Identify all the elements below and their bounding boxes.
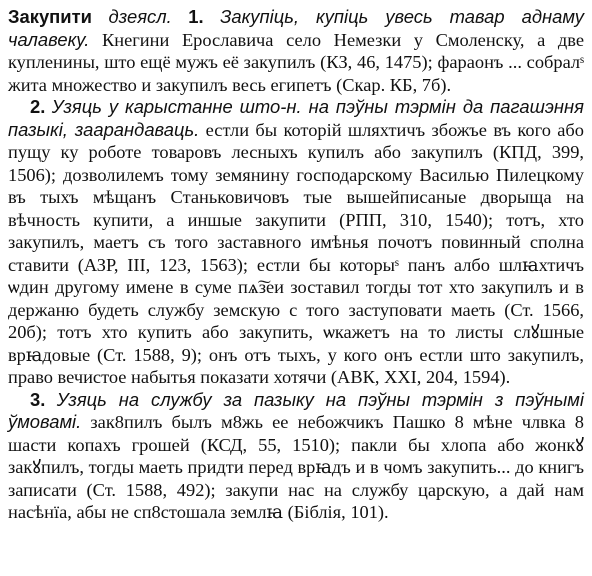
dictionary-sense xyxy=(8,96,584,389)
sense-number: 1. xyxy=(188,6,204,27)
sense-number: 3. xyxy=(30,388,46,410)
sense-definition: Узяць у карыстанне што-н. на пэўны тэрмін да пагашэння пазыкі, заарандаваць. xyxy=(8,96,584,140)
entry-headword: Закупити xyxy=(8,6,92,27)
sense-definition: Узяць на службу за пазыку на пэўны тэрмін з пэўнымі ўмовамі. xyxy=(8,388,584,432)
dictionary-sense xyxy=(8,389,584,524)
sense-citations: Кнегини Ерославича село Немезки у Смоленску, а две купленины, што ещё мужъ её закупилъ (КЗ, 46, 1475); фараонъ ... собралˢ жита множество и закупилъ весь египетъ (Скар. КБ, 7б). xyxy=(8,29,584,95)
sense-definition: Закупіць, купіць увесь тавар аднаму чалавеку. xyxy=(8,6,585,50)
sense-citations: естли бы которій шляхтичъ збожъе въ кого або пущу ку роботе товаровъ лесныхъ купилъ або закупилъ (КПД, 399, 1506); дозволилемъ тому земянину господарскому Василью Пилецкому въ тыхъ мѣщанъ Станьковичовъ тые вышейписаные дворыща на вѣчность купити, а иншые закупити (РПП, 310, 1540); тотъ, хто закупилъ, маетъ съ того заставного имѣнья почотъ повинный сполна ставити (АЗР, III, 123, 1563); естли бы которыˢ панъ албо шлꙗхтичъ ѡдин другому имене в суме пѧ͠зеи зоставил тогды тот хто закупилъ и в держаню будеть службу земскую с того заступовати маеть (Ст. 1566, 20б); тотъ хто купить або закупить, ѡкажетъ на то листы слꙋшные врꙗдовые (Ст. 1588, 9); онъ отъ тыхъ, у кого онъ естли што закупилъ, право вечистое набытья показати хотячи (АВК, XXI, 204, 1594). xyxy=(8,119,584,387)
dictionary-entry xyxy=(8,6,584,96)
sense-citations: зак8пилъ былъ м8жь ее небожчикъ Пашко 8 мѣне члвка 8 шасти копахъ грошей (КСД, 55, 1510); пакли бы хлопа або жонкꙋ закꙋпилъ, тогды маеть придти перед врꙗдъ и в чомъ закупить... до книгъ записати (Ст. 1588, 492); закупи нас на службу царскую, а дай нам насѣнїа, абы не сп8стошала землꙗ (Біблія, 101). xyxy=(8,412,584,522)
sense-number: 2. xyxy=(30,96,46,117)
part-of-speech: дзеясл. xyxy=(108,6,172,27)
